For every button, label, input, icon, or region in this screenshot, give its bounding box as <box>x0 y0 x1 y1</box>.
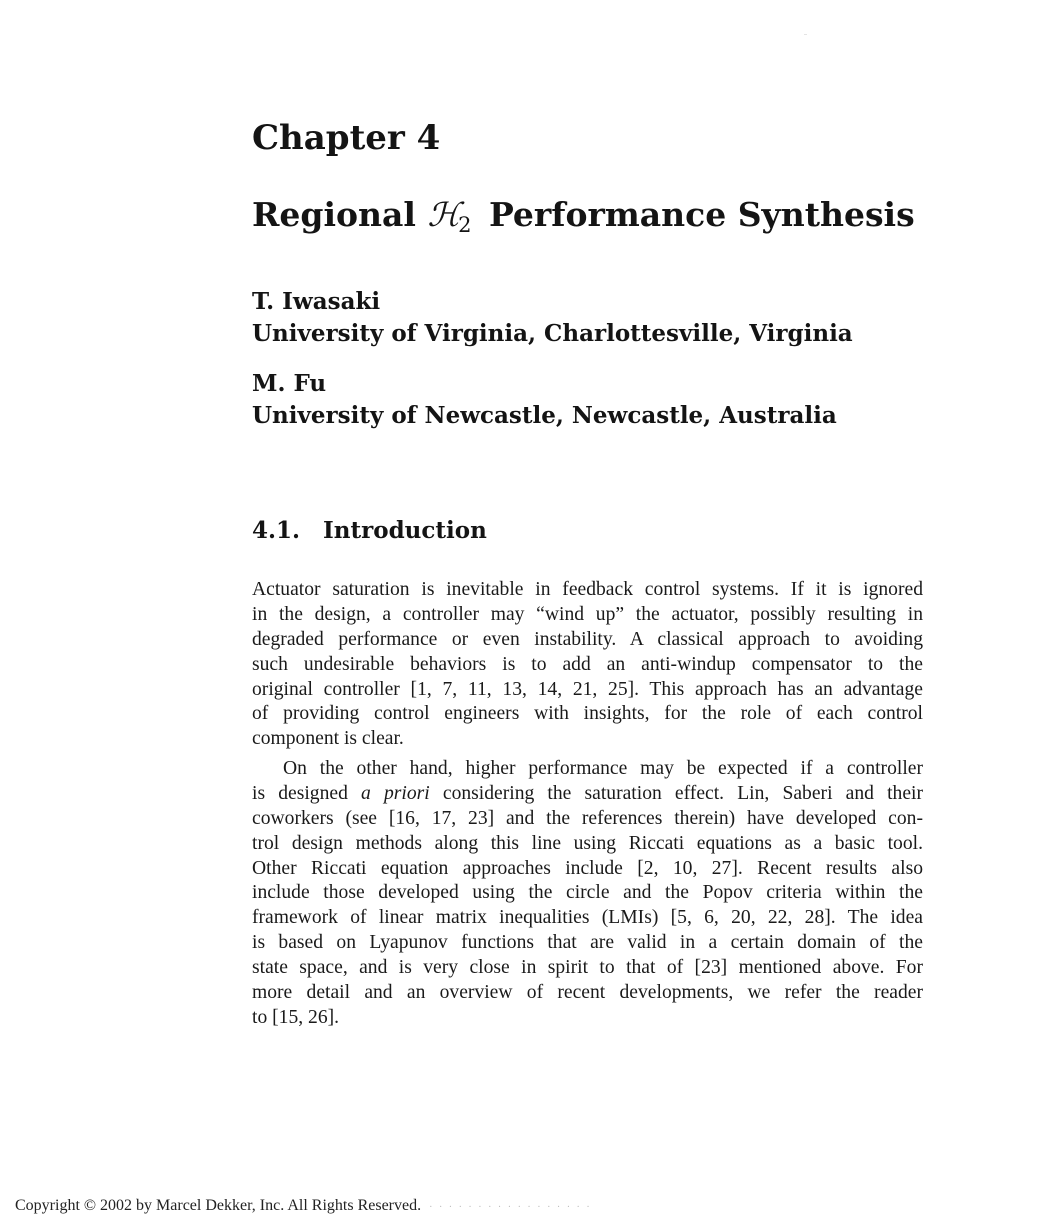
text-line: of providing control engineers with insights, for the role of each control <box>252 703 923 725</box>
author-block-1 <box>252 286 853 350</box>
text-line: component is clear. <box>252 728 404 750</box>
copyright-text: Copyright © 2002 by Marcel Dekker, Inc. All Rights Reserved. <box>15 1197 422 1214</box>
copyright-footer <box>15 1197 592 1215</box>
text-line: degraded performance or even instability. A classical approach to avoiding <box>252 628 923 650</box>
section-title: Introduction <box>323 517 487 544</box>
author-affiliation: University of Virginia, Charlottesville, Virginia <box>252 320 853 347</box>
text-line: to [15, 26]. <box>252 1006 340 1028</box>
author-name: T. Iwasaki <box>252 288 381 315</box>
text-line: more detail and an overview of recent developments, we refer the reader <box>252 982 923 1004</box>
chapter-title <box>252 195 915 237</box>
text-line: On the other hand, higher performance may be expected if a controller <box>283 758 923 779</box>
text-line: framework of linear matrix inequalities (LMIs) [5, 6, 20, 22, 28]. The idea <box>252 907 923 929</box>
scan-speck <box>804 34 807 35</box>
text-fragment: considering the saturation effect. Lin, Saberi and their <box>442 782 923 804</box>
text-fragment: is designed <box>252 782 348 804</box>
author-block-2 <box>252 368 837 432</box>
text-line: Other Riccati equation approaches include [2, 10, 27]. Recent results also <box>252 857 923 879</box>
h2-subscript: 2 <box>458 213 472 237</box>
text-line: such undesirable behaviors is to add an anti-windup compensator to the <box>252 653 923 675</box>
text-line: original controller [1, 7, 11, 13, 14, 21, 25]. This approach has an advantage <box>252 678 923 700</box>
text-line: coworkers (see [16, 17, 23] and the references therein) have developed con- <box>252 807 923 829</box>
text-line: is based on Lyapunov functions that are valid in a certain domain of the <box>252 932 923 954</box>
section-number: 4.1. <box>252 517 301 544</box>
paragraph-1 <box>252 578 923 752</box>
paragraph-2 <box>252 757 923 1031</box>
chapter-label: Chapter 4 <box>252 118 441 158</box>
text-line: trol design methods along this line using Riccati equations as a basic tool. <box>252 832 923 854</box>
text-line: state space, and is very close in spirit to that of [23] mentioned above. For <box>252 957 923 979</box>
chapter-title-end: Performance Synthesis <box>488 195 915 234</box>
author-affiliation: University of Newcastle, Newcastle, Australia <box>252 402 837 429</box>
text-line-with-italic <box>252 782 923 807</box>
text-line: Actuator saturation is inevitable in feedback control systems. If it is ignored <box>252 579 923 600</box>
h2-symbol: ℋ <box>427 195 461 234</box>
text-line: in the design, a controller may “wind up” the actuator, possibly resulting in <box>252 603 923 625</box>
chapter-title-start: Regional <box>252 195 416 234</box>
section-heading <box>252 517 487 544</box>
text-line: include those developed using the circle and the Popov criteria within the <box>252 882 923 904</box>
author-name: M. Fu <box>252 370 327 397</box>
scan-noise: · · · · · · · · · · · · · · · · · <box>429 1202 592 1213</box>
italic-phrase: a priori <box>361 782 430 804</box>
